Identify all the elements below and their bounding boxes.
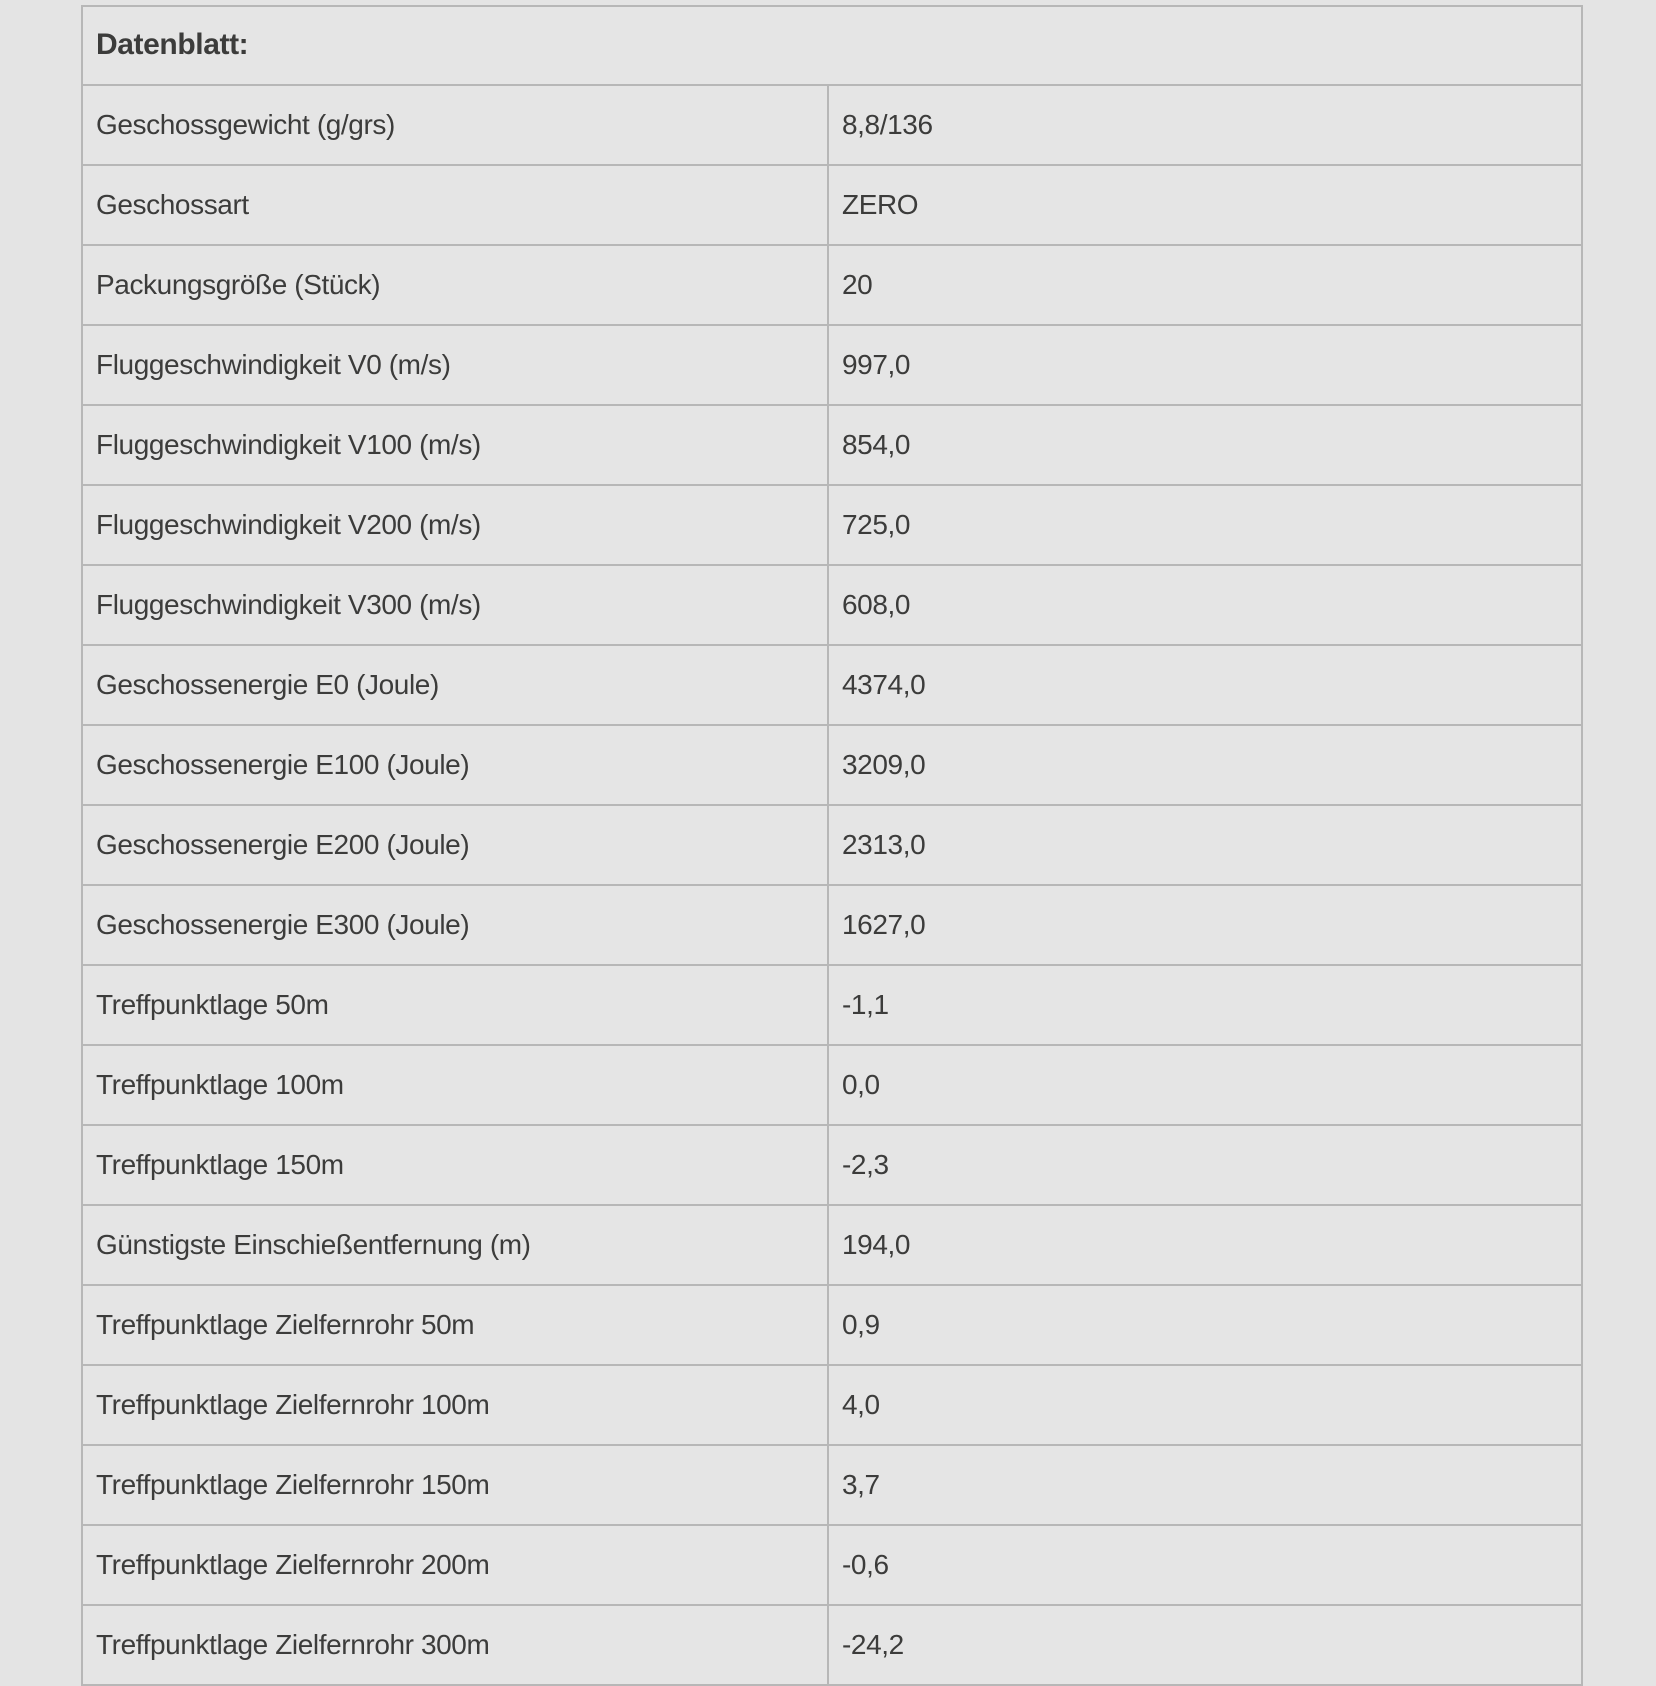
table-row: [82, 965, 1582, 1045]
table-row: [82, 645, 1582, 725]
row-label: Geschossart: [82, 165, 828, 245]
row-label: Treffpunktlage 100m: [82, 1045, 828, 1125]
row-value: -2,3: [828, 1125, 1582, 1205]
row-value: -1,1: [828, 965, 1582, 1045]
row-value: -0,6: [828, 1525, 1582, 1605]
table-row: [82, 405, 1582, 485]
row-label: Geschossgewicht (g/grs): [82, 85, 828, 165]
row-label: Fluggeschwindigkeit V100 (m/s): [82, 405, 828, 485]
row-label: Treffpunktlage Zielfernrohr 100m: [82, 1365, 828, 1445]
table-row: [82, 805, 1582, 885]
row-value: 997,0: [828, 325, 1582, 405]
row-label: Fluggeschwindigkeit V200 (m/s): [82, 485, 828, 565]
row-label: Günstigste Einschießentfernung (m): [82, 1205, 828, 1285]
table-row: [82, 1205, 1582, 1285]
row-value: -24,2: [828, 1605, 1582, 1685]
row-label: Treffpunktlage Zielfernrohr 300m: [82, 1605, 828, 1685]
table-row: [82, 1445, 1582, 1525]
row-value: 8,8/136: [828, 85, 1582, 165]
row-value: 3209,0: [828, 725, 1582, 805]
row-value: 854,0: [828, 405, 1582, 485]
row-value: 725,0: [828, 485, 1582, 565]
row-label: Treffpunktlage Zielfernrohr 50m: [82, 1285, 828, 1365]
table-row: [82, 485, 1582, 565]
table-row: [82, 1045, 1582, 1125]
row-label: Geschossenergie E0 (Joule): [82, 645, 828, 725]
table-row: [82, 1605, 1582, 1685]
table-row: [82, 1125, 1582, 1205]
row-label: Geschossenergie E100 (Joule): [82, 725, 828, 805]
table-row: [82, 1365, 1582, 1445]
table-row: [82, 885, 1582, 965]
row-label: Fluggeschwindigkeit V300 (m/s): [82, 565, 828, 645]
row-value: 2313,0: [828, 805, 1582, 885]
row-value: 0,0: [828, 1045, 1582, 1125]
table-row: [82, 1285, 1582, 1365]
table-row: [82, 725, 1582, 805]
row-label: Fluggeschwindigkeit V0 (m/s): [82, 325, 828, 405]
row-value: 3,7: [828, 1445, 1582, 1525]
row-value: 0,9: [828, 1285, 1582, 1365]
row-value: 4374,0: [828, 645, 1582, 725]
row-label: Geschossenergie E200 (Joule): [82, 805, 828, 885]
row-value: 4,0: [828, 1365, 1582, 1445]
row-value: 20: [828, 245, 1582, 325]
row-label: Treffpunktlage 150m: [82, 1125, 828, 1205]
datasheet-body: [82, 85, 1582, 1685]
table-row: [82, 245, 1582, 325]
row-value: ZERO: [828, 165, 1582, 245]
row-value: 608,0: [828, 565, 1582, 645]
table-row: [82, 1525, 1582, 1605]
row-value: 1627,0: [828, 885, 1582, 965]
datasheet-title: Datenblatt:: [82, 6, 1582, 85]
table-row: [82, 85, 1582, 165]
row-label: Packungsgröße (Stück): [82, 245, 828, 325]
datasheet-header-row: [82, 6, 1582, 85]
row-label: Treffpunktlage 50m: [82, 965, 828, 1045]
row-label: Treffpunktlage Zielfernrohr 150m: [82, 1445, 828, 1525]
row-label: Geschossenergie E300 (Joule): [82, 885, 828, 965]
table-row: [82, 165, 1582, 245]
table-row: [82, 565, 1582, 645]
table-row: [82, 325, 1582, 405]
datasheet-table: [81, 5, 1583, 1686]
row-value: 194,0: [828, 1205, 1582, 1285]
row-label: Treffpunktlage Zielfernrohr 200m: [82, 1525, 828, 1605]
